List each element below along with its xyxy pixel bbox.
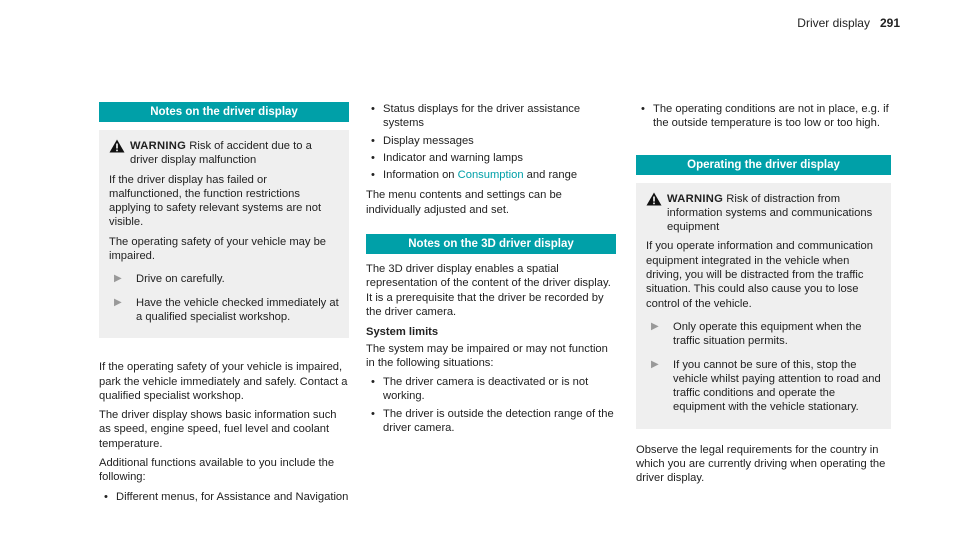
bullet-icon: • <box>371 407 375 420</box>
body-paragraph: The system may be impaired or may not function in the following situations: <box>366 342 608 369</box>
bullet-list <box>636 102 891 131</box>
page-header <box>797 16 900 30</box>
bullet-list <box>366 375 616 435</box>
bullet-icon: • <box>641 103 645 115</box>
section-title-operating-driver-display: Operating the driver display <box>636 155 891 175</box>
list-item: • The operating conditions are not in place, e.g. if the outside temperature is too low or too high. <box>641 103 889 130</box>
warning-header <box>109 139 339 168</box>
bullet-icon: • <box>371 376 375 389</box>
action-step <box>651 358 881 415</box>
warning-title: Risk of distraction from information systems and communications equipment <box>667 192 873 234</box>
list-item: • The driver is outside the detection range of the driver camera. <box>371 407 614 435</box>
bullet-icon: • <box>104 490 108 503</box>
action-arrow-icon: ▶ <box>651 358 659 370</box>
bullet-icon: • <box>371 151 375 164</box>
list-item: • Information on Consumption and range <box>371 169 578 182</box>
warning-box <box>99 130 349 338</box>
column-2 <box>366 102 616 441</box>
list-item: • The driver camera is deactivated or is not working. <box>371 376 589 403</box>
action-arrow-icon: ▶ <box>114 273 122 285</box>
list-item: • Indicator and warning lamps <box>371 151 523 164</box>
warning-paragraph: If the driver display has failed or malfunctioned, the function restrictions applying to safety relevant systems are not visible. <box>109 173 322 229</box>
warning-triangle-icon <box>109 139 125 153</box>
column-1 <box>99 102 349 510</box>
warning-paragraph: The operating safety of your vehicle may be impaired. <box>109 235 327 263</box>
body-paragraph: If the operating safety of your vehicle is impaired, park the vehicle immediately and safely. Contact a qualified specialist workshop. <box>99 361 348 402</box>
action-arrow-icon: ▶ <box>651 320 659 332</box>
section-title-notes-driver-display: Notes on the driver display <box>99 102 349 122</box>
action-arrow-icon: ▶ <box>114 296 122 308</box>
body-paragraph: Observe the legal requirements for the country in which you are currently driving when operating the driver display. <box>636 443 886 485</box>
section-title-3d-driver-display: Notes on the 3D driver display <box>366 234 616 254</box>
warning-label: WARNING <box>667 192 724 205</box>
warning-box <box>636 183 891 429</box>
bullet-icon: • <box>371 103 375 115</box>
body-paragraph: The menu contents and settings can be individually adjusted and set. <box>366 189 562 216</box>
consumption-link[interactable]: Consumption <box>457 169 524 182</box>
action-step <box>114 272 339 286</box>
bullet-icon: • <box>371 134 375 147</box>
warning-title: Risk of accident due to a driver display malfunction <box>130 140 312 167</box>
warning-triangle-icon <box>646 192 662 206</box>
body-paragraph: Additional functions available to you include the following: <box>99 457 335 484</box>
list-item: • Status displays for the driver assistance systems <box>371 103 581 130</box>
bullet-icon: • <box>371 169 375 182</box>
system-limits-heading: System limits <box>366 326 439 339</box>
action-step <box>114 296 339 325</box>
action-text: If you cannot be sure of this, stop the vehicle whilst paying attention to road and traffic conditions and operate the equipment with the vehicle stationary. <box>673 358 881 414</box>
action-text: Have the vehicle checked immediately at a qualified specialist workshop. <box>136 296 339 323</box>
warning-paragraph: If you operate information and communication equipment integrated in the vehicle when driving, you will be distracted from the traffic situation. This could also cause you to lose control of the vehicle. <box>646 240 873 310</box>
warning-label: WARNING <box>130 140 187 152</box>
list-item: • Different menus, for Assistance and Navigation <box>104 490 349 503</box>
column-3 <box>636 102 891 491</box>
bullet-list <box>366 102 616 182</box>
body-paragraph: The 3D driver display enables a spatial representation of the content of the driver display. It is a prerequisite that the driver be recorded by the driver camera. <box>366 263 611 318</box>
warning-header <box>646 192 881 235</box>
page-header-title: Driver display <box>797 16 870 30</box>
action-step <box>651 320 881 349</box>
page-number: 291 <box>879 16 900 30</box>
body-paragraph: The driver display shows basic information such as speed, engine speed, fuel level and coolant temperature. <box>99 409 337 450</box>
list-item: • Display messages <box>371 134 474 147</box>
action-text: Drive on carefully. <box>136 273 225 286</box>
bullet-list <box>99 490 349 504</box>
action-text: Only operate this equipment when the traffic situation permits. <box>673 320 862 348</box>
